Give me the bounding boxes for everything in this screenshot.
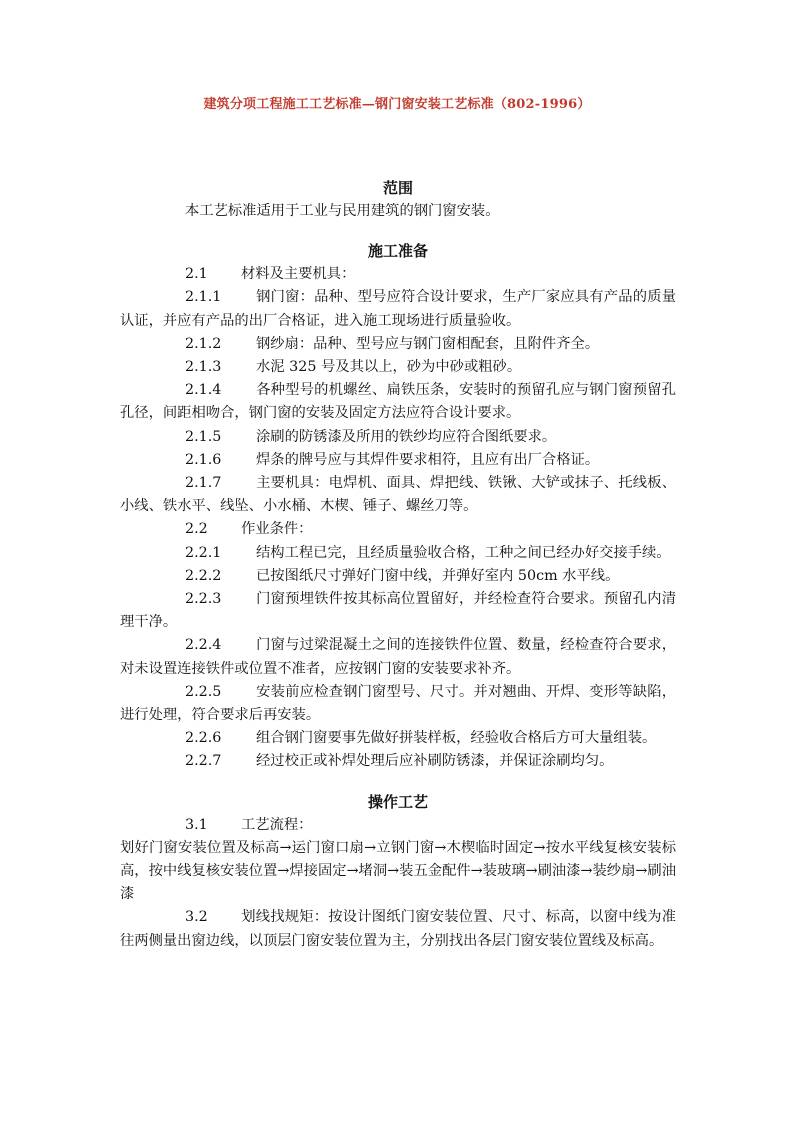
prep-item <box>120 634 676 680</box>
item-number: 2.2.2 <box>185 567 222 584</box>
prep-item <box>120 750 676 773</box>
prep-item <box>120 356 676 379</box>
prep-item-list <box>120 263 676 773</box>
prep-item <box>120 379 676 425</box>
prep-item <box>120 333 676 356</box>
item-text: 组合钢门窗要事先做好拼装样板，经验收合格后方可大量组装。 <box>256 730 657 747</box>
item-number: 2.2.1 <box>185 544 222 561</box>
item-number: 2.2.6 <box>185 730 222 747</box>
item-text: 门窗预埋铁件按其标高位置留好，并经检查符合要求。预留孔内清理干净。 <box>120 591 676 631</box>
prep-item <box>120 727 676 750</box>
item-number: 2.2.5 <box>185 683 222 700</box>
item-number: 2.2.3 <box>185 591 222 608</box>
item-number: 2.2 <box>185 521 208 538</box>
item-number: 2.1.2 <box>185 335 222 352</box>
item-number: 2.1 <box>185 266 208 283</box>
section-heading-scope: 范围 <box>382 179 413 197</box>
item-text: 作业条件： <box>241 521 313 538</box>
item-number: 2.1.4 <box>185 382 222 399</box>
ops-item-3-1 <box>120 814 676 837</box>
document-body <box>120 176 676 953</box>
item-text: 安装前应检查钢门窗型号、尺寸。并对翘曲、开焊、变形等缺陷，进行处理，符合要求后再安装。 <box>120 683 676 724</box>
prep-item <box>120 472 676 518</box>
prep-item <box>120 565 676 588</box>
ops-item-3-2 <box>120 906 676 952</box>
prep-item <box>120 263 676 286</box>
item-text: 钢纱扇：品种、型号应与钢门窗相配套，且附件齐全。 <box>256 335 600 352</box>
section-heading-ops: 操作工艺 <box>367 792 428 811</box>
item-number: 2.1.5 <box>185 428 222 445</box>
item-number: 2.1.7 <box>185 475 222 492</box>
prep-item <box>120 518 676 541</box>
item-text: 门窗与过梁混凝土之间的连接铁件位置、数量，经检查符合要求，对未设置连接铁件或位置不准者，应按钢门窗的安装要求补齐。 <box>120 637 676 677</box>
item-text: 钢门窗：品种、型号应符合设计要求，生产厂家应具有产品的质量认证，并应有产品的出厂合格证，进入施工现场进行质量验收。 <box>120 289 676 329</box>
prep-item <box>120 426 676 449</box>
item-text: 结构工程已完，且经质量验收合格，工种之间已经办好交接手续。 <box>256 544 671 561</box>
item-number: 3.2 <box>185 909 208 926</box>
item-number: 2.1.3 <box>185 359 222 376</box>
item-text: 材料及主要机具： <box>241 266 356 283</box>
item-text: 已按图纸尺寸弹好门窗中线，并弹好室内 50cm 水平线。 <box>256 567 620 584</box>
item-number: 2.2.7 <box>185 753 222 770</box>
item-text: 焊条的牌号应与其焊件要求相符，且应有出厂合格证。 <box>256 451 600 468</box>
prep-item <box>120 588 676 634</box>
prep-item <box>120 449 676 472</box>
item-text: 经过校正或补焊处理后应补刷防锈漆，并保证涂刷均匀。 <box>256 753 614 770</box>
item-text: 主要机具：电焊机、面具、焊把线、铁锹、大铲或抹子、托线板、小线、铁水平、线坠、小水桶、木楔、锤子、螺丝刀等。 <box>120 475 676 515</box>
item-text: 划线找规矩：按设计图纸门窗安装位置、尺寸、标高，以窗中线为准往两侧量出窗边线，以顶层门窗安装位置为主，分别找出各层门窗安装位置线及标高。 <box>120 909 676 949</box>
item-text: 涂刷的防锈漆及所用的铁纱均应符合图纸要求。 <box>256 428 557 445</box>
item-number: 3.1 <box>185 816 208 833</box>
prep-item <box>120 286 676 332</box>
prep-item <box>120 681 676 727</box>
document-title: 建筑分项工程施工工艺标准—钢门窗安装工艺标准（802-1996） <box>203 97 591 112</box>
item-number: 2.2.4 <box>185 637 222 654</box>
scope-text: 本工艺标准适用于工业与民用建筑的钢门窗安装。 <box>185 203 500 219</box>
item-number: 2.1.1 <box>185 289 222 306</box>
item-text: 工艺流程： <box>241 816 313 833</box>
item-text: 水泥 325 号及其以上，砂为中砂或粗砂。 <box>256 359 522 376</box>
item-text: 各种型号的机螺丝、扁铁压条，安装时的预留孔应与钢门窗预留孔孔径，间距相吻合，钢门窗的安装及固定方法应符合设计要求。 <box>120 382 676 422</box>
prep-item <box>120 542 676 565</box>
process-flow-text: 划好门窗安装位置及标高→运门窗口扇→立钢门窗→木楔临时固定→按水平线复核安装标高，按中线复核安装位置→焊接固定→堵洞→装五金配件→装玻璃→刷油漆→装纱扇→刷油漆 <box>120 839 676 903</box>
item-number: 2.1.6 <box>185 451 222 468</box>
section-heading-prep: 施工准备 <box>367 242 428 261</box>
